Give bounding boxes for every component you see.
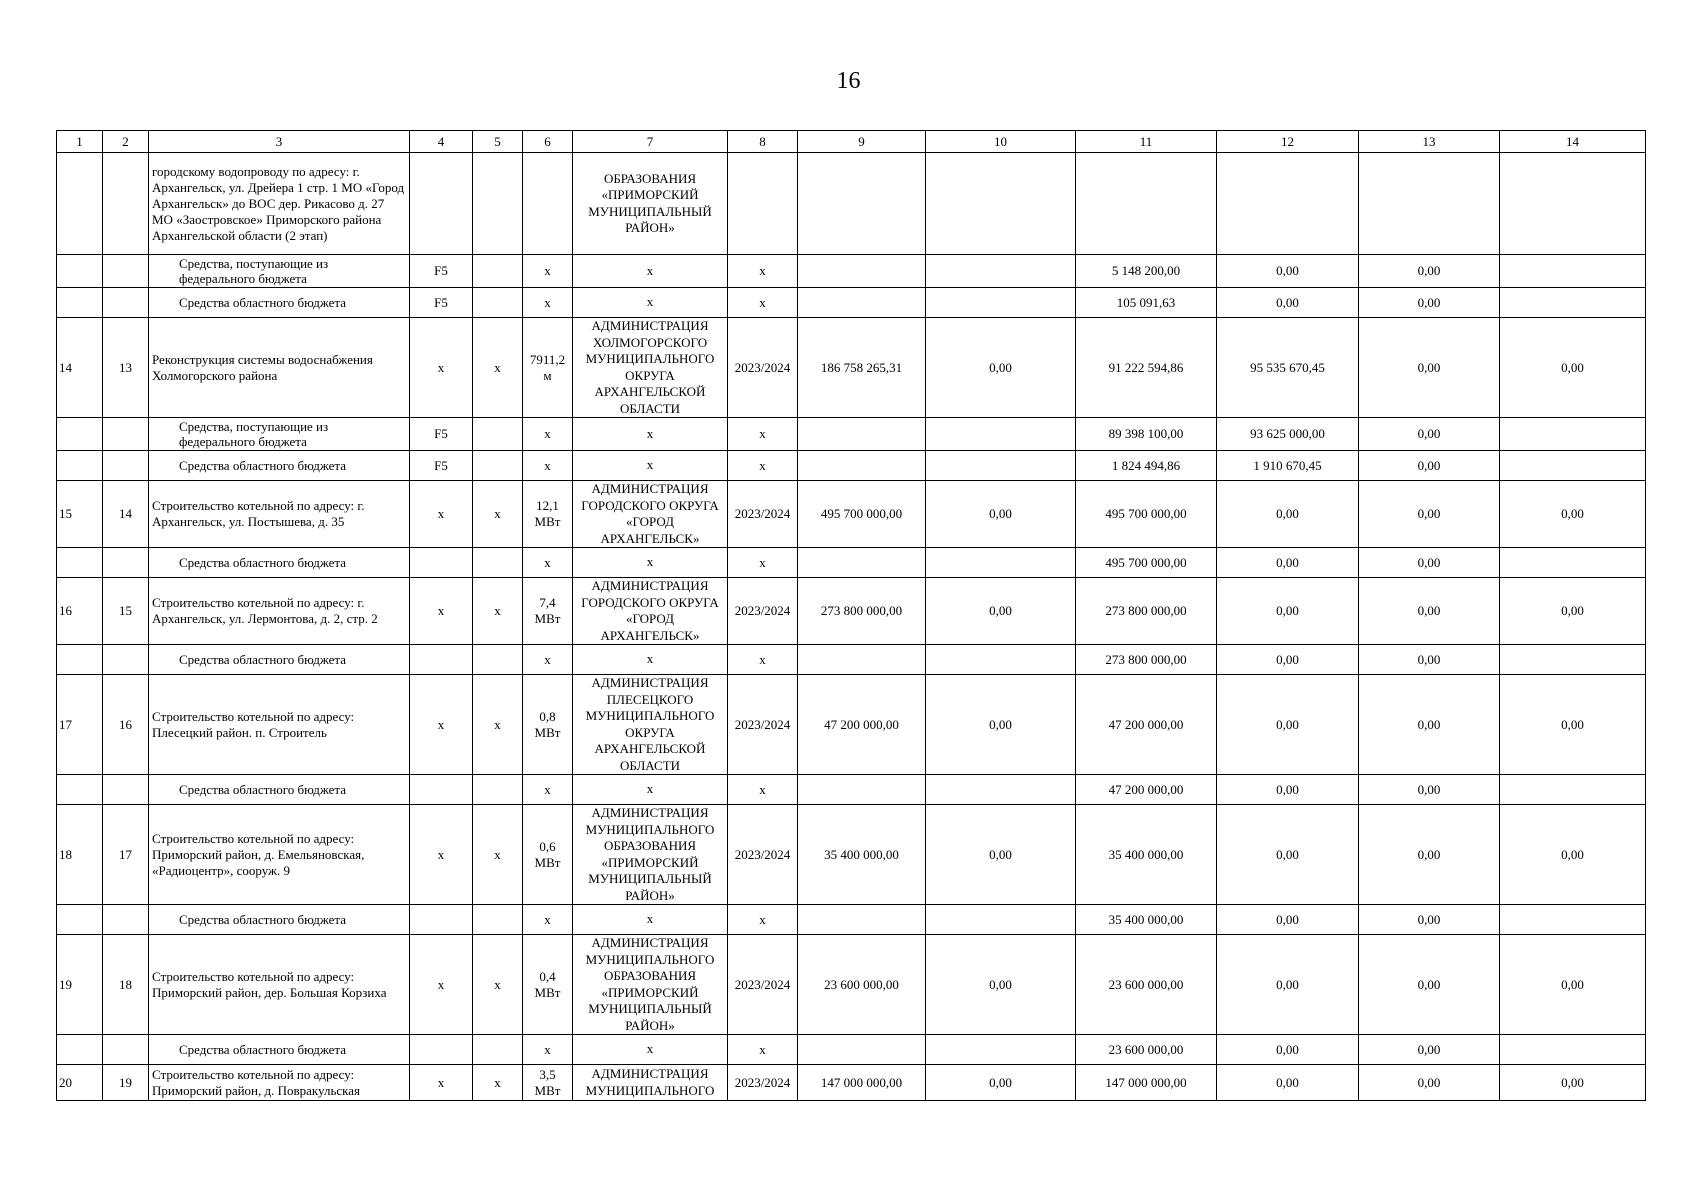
object-name-cell: Реконструкция системы водоснабжения Холмогорского района — [149, 318, 410, 418]
column-header: 13 — [1359, 131, 1500, 153]
item-number-cell — [103, 451, 149, 481]
code-cell: F5 — [410, 451, 473, 481]
funding-row — [57, 451, 1646, 481]
col-10-cell — [926, 153, 1076, 255]
sum-2023-cell: 495 700 000,00 — [1076, 481, 1217, 548]
col-5-cell: х — [473, 935, 523, 1035]
sum-2025-cell: 0,00 — [1359, 935, 1500, 1035]
sum-2023-cell: 273 800 000,00 — [1076, 578, 1217, 645]
col-10-cell: 0,00 — [926, 318, 1076, 418]
column-header: 12 — [1217, 131, 1359, 153]
item-number-cell: 14 — [103, 481, 149, 548]
code-cell: х — [410, 675, 473, 775]
code-cell: F5 — [410, 418, 473, 451]
col-10-cell — [926, 905, 1076, 935]
capacity-cell — [523, 153, 573, 255]
column-header: 14 — [1500, 131, 1646, 153]
sum-2024-cell: 1 910 670,45 — [1217, 451, 1359, 481]
object-name-cell: Средства областного бюджета — [149, 645, 410, 675]
sum-2023-cell — [1076, 153, 1217, 255]
period-cell: х — [728, 645, 798, 675]
column-header: 6 — [523, 131, 573, 153]
customer-cell: АДМИНИСТРАЦИЯ ГОРОДСКОГО ОКРУГА «ГОРОД АРХАНГЕЛЬСК» — [573, 481, 728, 548]
column-header: 11 — [1076, 131, 1217, 153]
customer-cell: х — [573, 548, 728, 578]
total-cost-cell: 35 400 000,00 — [798, 805, 926, 905]
column-header: 7 — [573, 131, 728, 153]
col-14-cell: 0,00 — [1500, 481, 1646, 548]
row-number-cell — [57, 1035, 103, 1065]
code-cell — [410, 548, 473, 578]
column-header: 5 — [473, 131, 523, 153]
customer-cell: х — [573, 905, 728, 935]
object-name-cell: Средства, поступающие из федерального бюджета — [149, 255, 410, 288]
sum-2023-cell: 1 824 494,86 — [1076, 451, 1217, 481]
period-cell: 2023/2024 — [728, 481, 798, 548]
col-14-cell — [1500, 775, 1646, 805]
col-5-cell: х — [473, 805, 523, 905]
total-cost-cell: 147 000 000,00 — [798, 1065, 926, 1101]
customer-cell: х — [573, 451, 728, 481]
row-number-cell: 17 — [57, 675, 103, 775]
period-cell: х — [728, 255, 798, 288]
col-10-cell — [926, 775, 1076, 805]
customer-cell: х — [573, 288, 728, 318]
sum-2023-cell: 105 091,63 — [1076, 288, 1217, 318]
item-number-cell — [103, 255, 149, 288]
capacity-cell: 3,5 МВт — [523, 1065, 573, 1101]
customer-cell: АДМИНИСТРАЦИЯ ГОРОДСКОГО ОКРУГА «ГОРОД АРХАНГЕЛЬСК» — [573, 578, 728, 645]
sum-2025-cell: 0,00 — [1359, 451, 1500, 481]
funding-row — [57, 288, 1646, 318]
sum-2024-cell: 0,00 — [1217, 255, 1359, 288]
project-row — [57, 153, 1646, 255]
customer-cell: АДМИНИСТРАЦИЯ МУНИЦИПАЛЬНОГО ОБРАЗОВАНИЯ «ПРИМОРСКИЙ МУНИЦИПАЛЬНЫЙ РАЙОН» — [573, 935, 728, 1035]
item-number-cell — [103, 418, 149, 451]
sum-2025-cell: 0,00 — [1359, 418, 1500, 451]
code-cell — [410, 645, 473, 675]
col-10-cell — [926, 645, 1076, 675]
item-number-cell: 17 — [103, 805, 149, 905]
capacity-cell: х — [523, 255, 573, 288]
total-cost-cell — [798, 153, 926, 255]
period-cell: х — [728, 1035, 798, 1065]
capacity-cell: 7911,2 м — [523, 318, 573, 418]
column-number-row — [57, 131, 1646, 153]
col-5-cell — [473, 451, 523, 481]
code-cell: F5 — [410, 255, 473, 288]
col-10-cell: 0,00 — [926, 481, 1076, 548]
object-name-cell: Строительство котельной по адресу: Плесецкий район. п. Строитель — [149, 675, 410, 775]
col-5-cell — [473, 1035, 523, 1065]
col-14-cell — [1500, 418, 1646, 451]
capacity-cell: х — [523, 288, 573, 318]
total-cost-cell: 47 200 000,00 — [798, 675, 926, 775]
col-14-cell: 0,00 — [1500, 935, 1646, 1035]
col-5-cell: х — [473, 1065, 523, 1101]
row-number-cell: 16 — [57, 578, 103, 645]
capacity-cell: х — [523, 451, 573, 481]
sum-2025-cell: 0,00 — [1359, 578, 1500, 645]
sum-2024-cell: 0,00 — [1217, 1035, 1359, 1065]
total-cost-cell — [798, 905, 926, 935]
col-10-cell: 0,00 — [926, 1065, 1076, 1101]
sum-2023-cell: 35 400 000,00 — [1076, 805, 1217, 905]
customer-cell: х — [573, 1035, 728, 1065]
col-14-cell — [1500, 645, 1646, 675]
budget-table — [56, 130, 1646, 1101]
object-name-cell: Средства областного бюджета — [149, 548, 410, 578]
period-cell: х — [728, 905, 798, 935]
sum-2024-cell: 0,00 — [1217, 645, 1359, 675]
capacity-cell: 0,6 МВт — [523, 805, 573, 905]
sum-2025-cell — [1359, 153, 1500, 255]
sum-2025-cell: 0,00 — [1359, 775, 1500, 805]
col-10-cell — [926, 288, 1076, 318]
sum-2023-cell: 35 400 000,00 — [1076, 905, 1217, 935]
col-5-cell: х — [473, 318, 523, 418]
col-10-cell — [926, 418, 1076, 451]
period-cell: 2023/2024 — [728, 805, 798, 905]
item-number-cell — [103, 1035, 149, 1065]
sum-2024-cell: 0,00 — [1217, 578, 1359, 645]
sum-2024-cell: 0,00 — [1217, 775, 1359, 805]
col-14-cell — [1500, 548, 1646, 578]
col-14-cell: 0,00 — [1500, 805, 1646, 905]
sum-2025-cell: 0,00 — [1359, 318, 1500, 418]
item-number-cell: 13 — [103, 318, 149, 418]
sum-2025-cell: 0,00 — [1359, 255, 1500, 288]
code-cell: F5 — [410, 288, 473, 318]
project-row — [57, 675, 1646, 775]
col-5-cell — [473, 905, 523, 935]
col-14-cell — [1500, 153, 1646, 255]
column-header: 8 — [728, 131, 798, 153]
row-number-cell — [57, 645, 103, 675]
customer-cell: х — [573, 775, 728, 805]
total-cost-cell — [798, 255, 926, 288]
item-number-cell — [103, 548, 149, 578]
funding-row — [57, 255, 1646, 288]
code-cell — [410, 775, 473, 805]
period-cell: 2023/2024 — [728, 578, 798, 645]
col-10-cell: 0,00 — [926, 935, 1076, 1035]
customer-cell: АДМИНИСТРАЦИЯ МУНИЦИПАЛЬНОГО ОБРАЗОВАНИЯ «ПРИМОРСКИЙ МУНИЦИПАЛЬНЫЙ РАЙОН» — [573, 805, 728, 905]
sum-2025-cell: 0,00 — [1359, 675, 1500, 775]
col-10-cell — [926, 1035, 1076, 1065]
project-row — [57, 805, 1646, 905]
total-cost-cell: 495 700 000,00 — [798, 481, 926, 548]
column-header: 3 — [149, 131, 410, 153]
row-number-cell: 14 — [57, 318, 103, 418]
sum-2025-cell: 0,00 — [1359, 548, 1500, 578]
col-5-cell — [473, 645, 523, 675]
col-5-cell — [473, 288, 523, 318]
row-number-cell — [57, 451, 103, 481]
total-cost-cell: 186 758 265,31 — [798, 318, 926, 418]
table-header — [57, 131, 1646, 153]
object-name-cell: Средства, поступающие из федерального бюджета — [149, 418, 410, 451]
project-row — [57, 481, 1646, 548]
item-number-cell — [103, 645, 149, 675]
capacity-cell: х — [523, 905, 573, 935]
customer-cell: х — [573, 255, 728, 288]
code-cell: х — [410, 318, 473, 418]
total-cost-cell — [798, 775, 926, 805]
customer-cell: АДМИНИСТРАЦИЯ ПЛЕСЕЦКОГО МУНИЦИПАЛЬНОГО ОКРУГА АРХАНГЕЛЬСКОЙ ОБЛАСТИ — [573, 675, 728, 775]
object-name-cell: Средства областного бюджета — [149, 1035, 410, 1065]
col-14-cell — [1500, 1035, 1646, 1065]
period-cell: 2023/2024 — [728, 675, 798, 775]
item-number-cell — [103, 153, 149, 255]
col-14-cell: 0,00 — [1500, 318, 1646, 418]
sum-2024-cell: 0,00 — [1217, 675, 1359, 775]
customer-cell: х — [573, 645, 728, 675]
code-cell — [410, 153, 473, 255]
col-5-cell — [473, 255, 523, 288]
sum-2023-cell: 47 200 000,00 — [1076, 675, 1217, 775]
total-cost-cell — [798, 418, 926, 451]
code-cell: х — [410, 481, 473, 548]
customer-cell: АДМИНИСТРАЦИЯ ХОЛМОГОРСКОГО МУНИЦИПАЛЬНОГО ОКРУГА АРХАНГЕЛЬСКОЙ ОБЛАСТИ — [573, 318, 728, 418]
column-header: 9 — [798, 131, 926, 153]
object-name-cell: Средства областного бюджета — [149, 288, 410, 318]
col-5-cell — [473, 548, 523, 578]
code-cell: х — [410, 935, 473, 1035]
total-cost-cell — [798, 645, 926, 675]
sum-2025-cell: 0,00 — [1359, 805, 1500, 905]
col-14-cell: 0,00 — [1500, 1065, 1646, 1101]
code-cell — [410, 905, 473, 935]
capacity-cell: 0,8 МВт — [523, 675, 573, 775]
period-cell: х — [728, 775, 798, 805]
col-14-cell — [1500, 288, 1646, 318]
row-number-cell — [57, 288, 103, 318]
total-cost-cell: 273 800 000,00 — [798, 578, 926, 645]
col-10-cell — [926, 451, 1076, 481]
period-cell: х — [728, 451, 798, 481]
total-cost-cell — [798, 288, 926, 318]
sum-2024-cell: 0,00 — [1217, 288, 1359, 318]
col-14-cell — [1500, 451, 1646, 481]
item-number-cell — [103, 775, 149, 805]
col-10-cell — [926, 255, 1076, 288]
col-10-cell — [926, 548, 1076, 578]
period-cell: х — [728, 418, 798, 451]
capacity-cell: х — [523, 645, 573, 675]
object-name-cell: Средства областного бюджета — [149, 905, 410, 935]
sum-2024-cell: 93 625 000,00 — [1217, 418, 1359, 451]
object-name-cell: Строительство котельной по адресу: г. Архангельск, ул. Лермонтова, д. 2, стр. 2 — [149, 578, 410, 645]
capacity-cell: х — [523, 548, 573, 578]
sum-2024-cell: 0,00 — [1217, 548, 1359, 578]
row-number-cell — [57, 153, 103, 255]
table-body — [57, 153, 1646, 1101]
object-name-cell: Строительство котельной по адресу: Приморский район, дер. Большая Корзиха — [149, 935, 410, 1035]
project-row — [57, 1065, 1646, 1101]
column-header: 10 — [926, 131, 1076, 153]
funding-row — [57, 548, 1646, 578]
item-number-cell: 15 — [103, 578, 149, 645]
item-number-cell — [103, 288, 149, 318]
capacity-cell: х — [523, 775, 573, 805]
customer-cell: ОБРАЗОВАНИЯ «ПРИМОРСКИЙ МУНИЦИПАЛЬНЫЙ РАЙОН» — [573, 153, 728, 255]
period-cell: 2023/2024 — [728, 318, 798, 418]
row-number-cell — [57, 418, 103, 451]
total-cost-cell — [798, 1035, 926, 1065]
project-row — [57, 935, 1646, 1035]
col-5-cell: х — [473, 675, 523, 775]
column-header: 2 — [103, 131, 149, 153]
row-number-cell: 15 — [57, 481, 103, 548]
col-5-cell — [473, 153, 523, 255]
project-row — [57, 578, 1646, 645]
col-5-cell — [473, 775, 523, 805]
row-number-cell — [57, 905, 103, 935]
object-name-cell: Строительство котельной по адресу: Приморский район, д. Емельяновская, «Радиоцентр», сооруж. 9 — [149, 805, 410, 905]
period-cell: х — [728, 548, 798, 578]
row-number-cell: 19 — [57, 935, 103, 1035]
object-name-cell: Средства областного бюджета — [149, 775, 410, 805]
col-10-cell: 0,00 — [926, 675, 1076, 775]
sum-2024-cell: 95 535 670,45 — [1217, 318, 1359, 418]
sum-2023-cell: 495 700 000,00 — [1076, 548, 1217, 578]
code-cell: х — [410, 578, 473, 645]
col-14-cell: 0,00 — [1500, 578, 1646, 645]
sum-2024-cell — [1217, 153, 1359, 255]
col-10-cell: 0,00 — [926, 805, 1076, 905]
item-number-cell: 18 — [103, 935, 149, 1035]
object-name-cell: Строительство котельной по адресу: г. Архангельск, ул. Постышева, д. 35 — [149, 481, 410, 548]
item-number-cell — [103, 905, 149, 935]
code-cell: х — [410, 1065, 473, 1101]
item-number-cell: 16 — [103, 675, 149, 775]
sum-2023-cell: 147 000 000,00 — [1076, 1065, 1217, 1101]
sum-2025-cell: 0,00 — [1359, 1065, 1500, 1101]
funding-row — [57, 1035, 1646, 1065]
col-5-cell: х — [473, 481, 523, 548]
sum-2023-cell: 23 600 000,00 — [1076, 935, 1217, 1035]
row-number-cell — [57, 775, 103, 805]
column-header: 1 — [57, 131, 103, 153]
col-10-cell: 0,00 — [926, 578, 1076, 645]
sum-2025-cell: 0,00 — [1359, 288, 1500, 318]
total-cost-cell: 23 600 000,00 — [798, 935, 926, 1035]
capacity-cell: х — [523, 1035, 573, 1065]
row-number-cell — [57, 548, 103, 578]
col-5-cell: х — [473, 578, 523, 645]
row-number-cell — [57, 255, 103, 288]
col-14-cell — [1500, 255, 1646, 288]
sum-2025-cell: 0,00 — [1359, 481, 1500, 548]
period-cell: х — [728, 288, 798, 318]
sum-2024-cell: 0,00 — [1217, 1065, 1359, 1101]
funding-row — [57, 645, 1646, 675]
capacity-cell: х — [523, 418, 573, 451]
capacity-cell: 12,1 МВт — [523, 481, 573, 548]
row-number-cell: 18 — [57, 805, 103, 905]
sum-2024-cell: 0,00 — [1217, 905, 1359, 935]
sum-2023-cell: 273 800 000,00 — [1076, 645, 1217, 675]
funding-row — [57, 418, 1646, 451]
period-cell: 2023/2024 — [728, 1065, 798, 1101]
sum-2023-cell: 5 148 200,00 — [1076, 255, 1217, 288]
period-cell: 2023/2024 — [728, 935, 798, 1035]
code-cell: х — [410, 805, 473, 905]
sum-2023-cell: 47 200 000,00 — [1076, 775, 1217, 805]
code-cell — [410, 1035, 473, 1065]
funding-row — [57, 775, 1646, 805]
object-name-cell: Средства областного бюджета — [149, 451, 410, 481]
sum-2025-cell: 0,00 — [1359, 905, 1500, 935]
funding-row — [57, 905, 1646, 935]
total-cost-cell — [798, 548, 926, 578]
column-header: 4 — [410, 131, 473, 153]
sum-2024-cell: 0,00 — [1217, 805, 1359, 905]
sum-2025-cell: 0,00 — [1359, 645, 1500, 675]
sum-2025-cell: 0,00 — [1359, 1035, 1500, 1065]
sum-2023-cell: 91 222 594,86 — [1076, 318, 1217, 418]
customer-cell: х — [573, 418, 728, 451]
col-14-cell — [1500, 905, 1646, 935]
total-cost-cell — [798, 451, 926, 481]
sum-2024-cell: 0,00 — [1217, 935, 1359, 1035]
capacity-cell: 7,4 МВт — [523, 578, 573, 645]
row-number-cell: 20 — [57, 1065, 103, 1101]
sum-2023-cell: 89 398 100,00 — [1076, 418, 1217, 451]
col-5-cell — [473, 418, 523, 451]
sum-2023-cell: 23 600 000,00 — [1076, 1035, 1217, 1065]
project-row — [57, 318, 1646, 418]
col-14-cell: 0,00 — [1500, 675, 1646, 775]
customer-cell: АДМИНИСТРАЦИЯ МУНИЦИПАЛЬНОГО — [573, 1065, 728, 1101]
page-number: 16 — [836, 68, 861, 94]
item-number-cell: 19 — [103, 1065, 149, 1101]
capacity-cell: 0,4 МВт — [523, 935, 573, 1035]
object-name-cell: городскому водопроводу по адресу: г. Архангельск, ул. Дрейера 1 стр. 1 МО «Город Архангельск» до ВОС дер. Рикасово д. 27 МО «Заостровское» Приморского района Архангельской области (2 этап) — [149, 153, 410, 255]
period-cell — [728, 153, 798, 255]
sum-2024-cell: 0,00 — [1217, 481, 1359, 548]
object-name-cell: Строительство котельной по адресу: Приморский район, д. Повракульская — [149, 1065, 410, 1101]
